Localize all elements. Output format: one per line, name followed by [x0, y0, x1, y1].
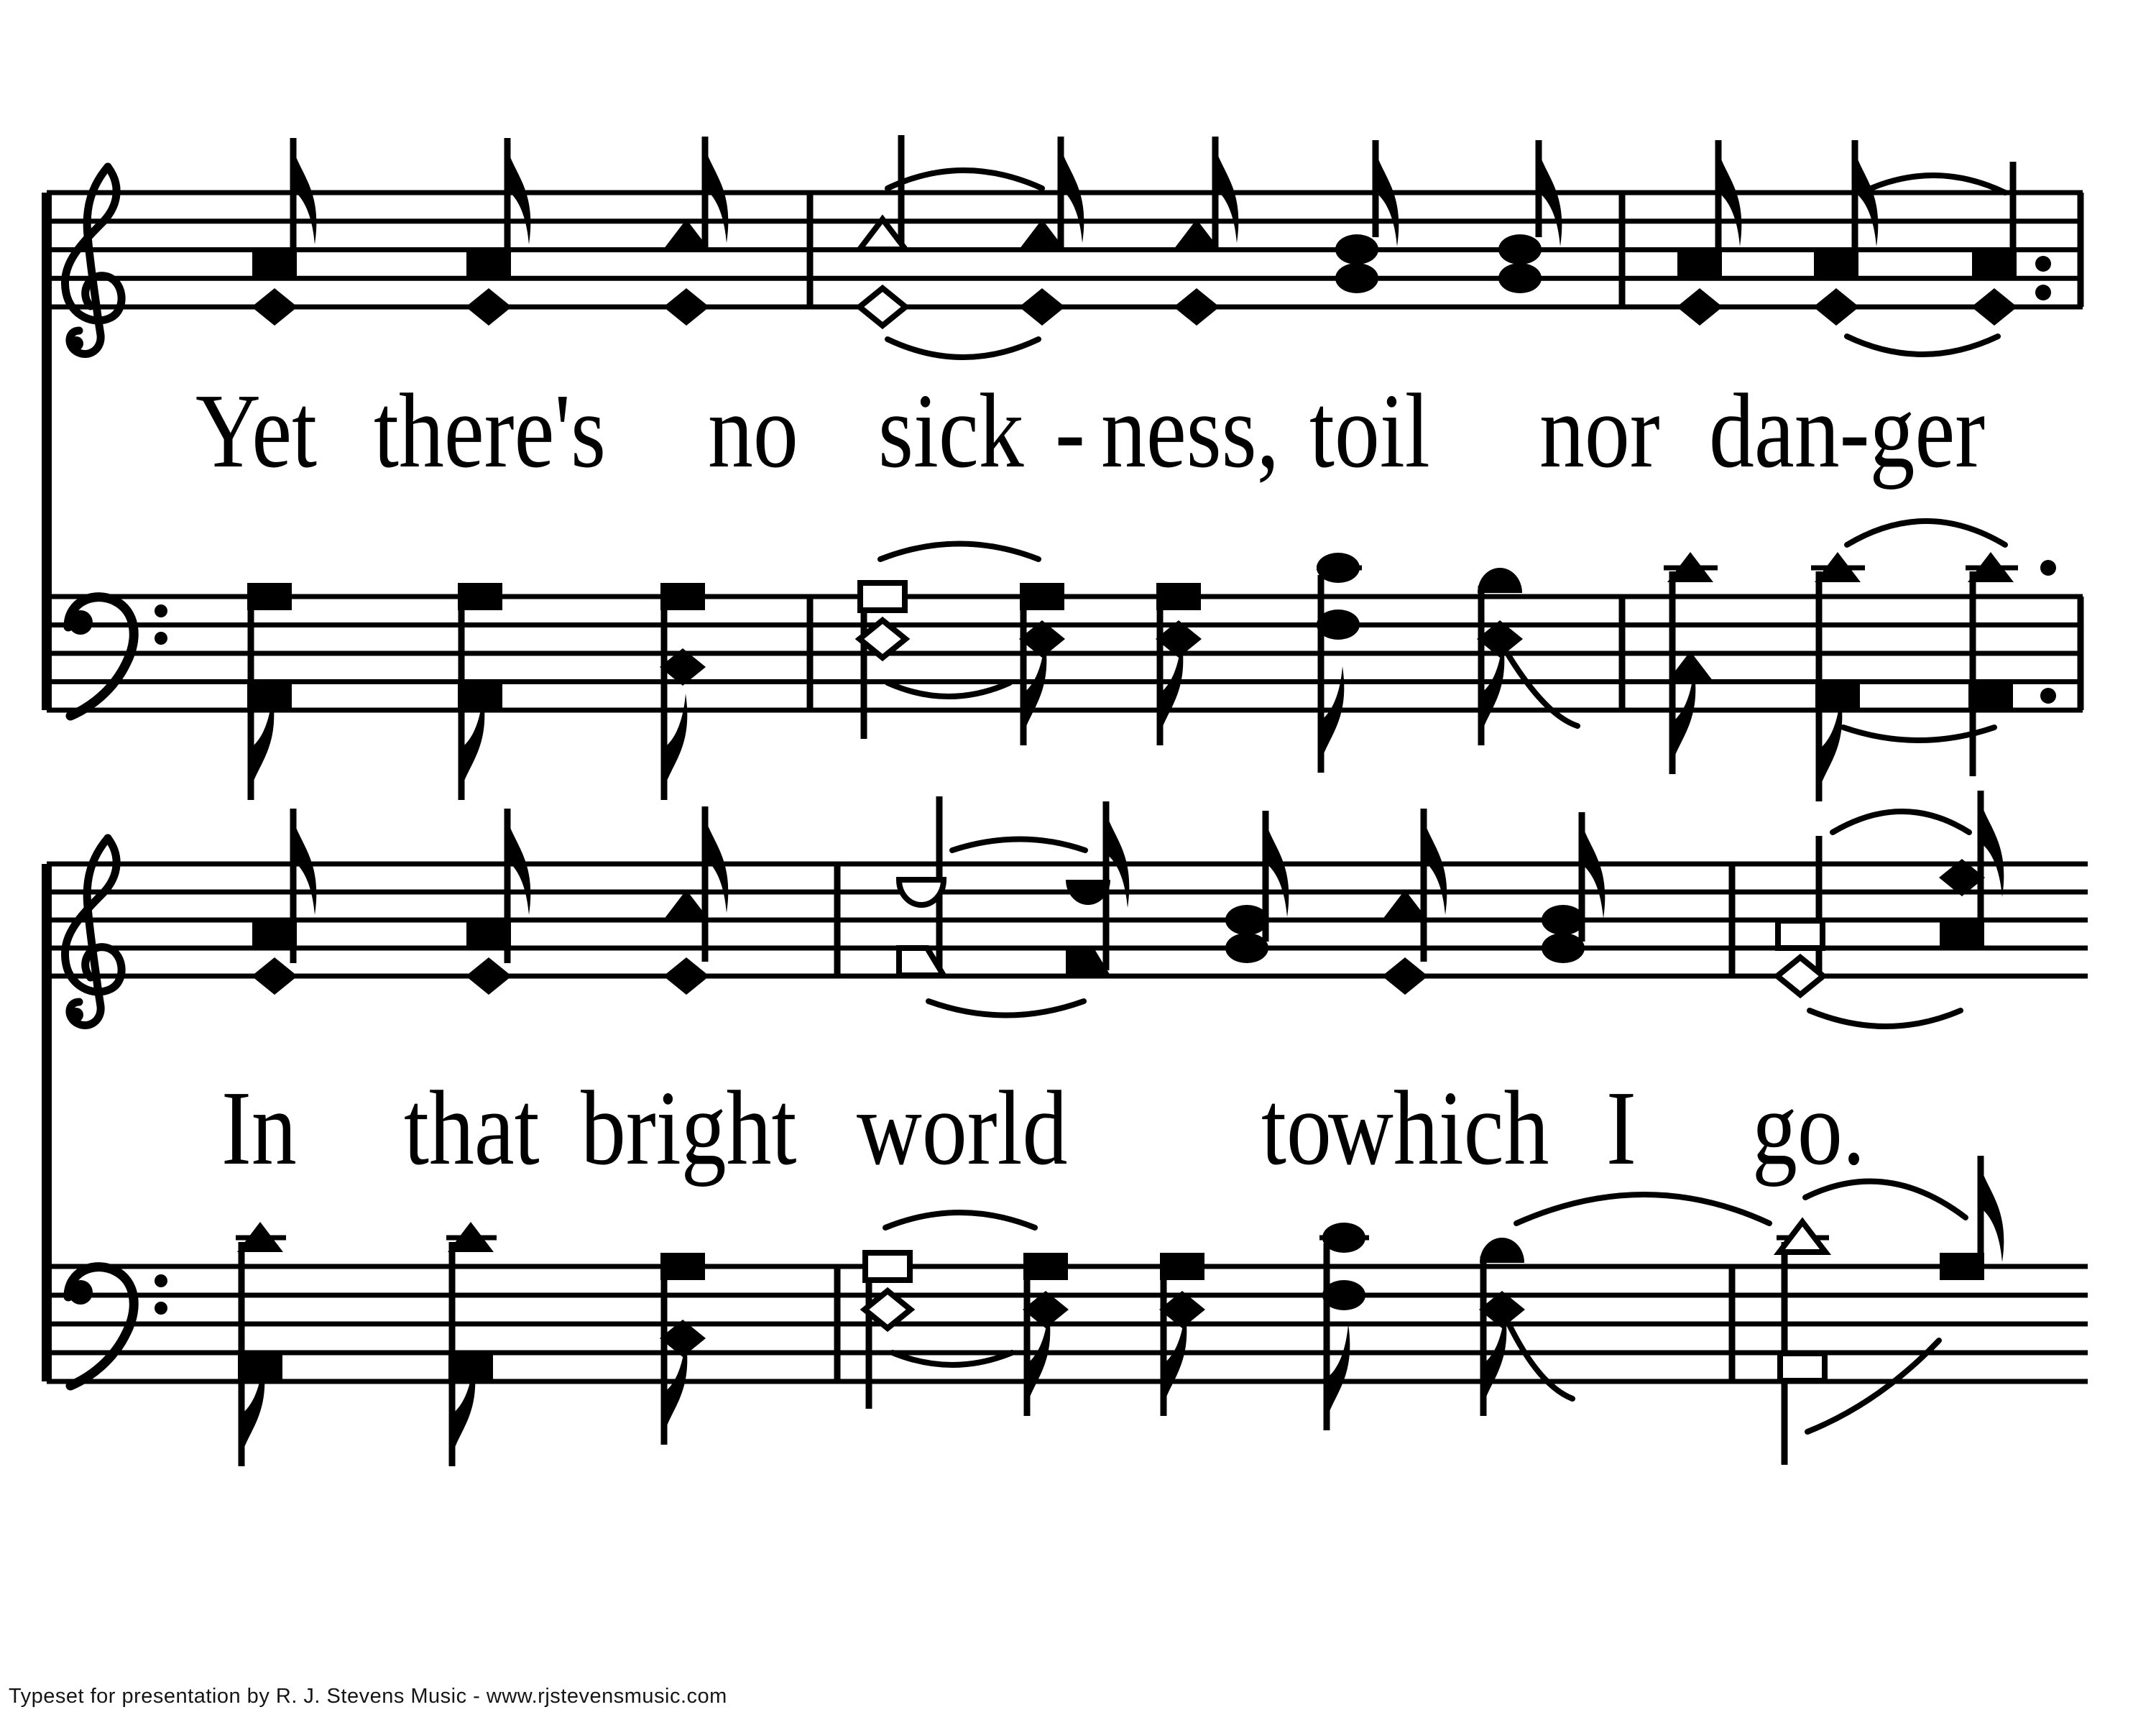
note-event [1019, 137, 1084, 326]
lyric-word: toil [1309, 372, 1430, 490]
note-event [1777, 836, 1823, 995]
note-event [1542, 812, 1605, 963]
note-event [899, 796, 944, 975]
lyric-word: that [404, 1070, 540, 1187]
note-event [446, 1222, 497, 1466]
lyric-word: world [857, 1070, 1068, 1187]
note-event [1335, 140, 1399, 293]
note-event [865, 1253, 911, 1409]
note-event [663, 806, 728, 995]
note-event [1939, 791, 2004, 948]
note-event [1677, 140, 1741, 326]
staff-treble-1 [47, 167, 2083, 354]
note-event [1023, 1253, 1069, 1416]
lyric-word: no [708, 372, 798, 490]
lyric-word: to [1261, 1070, 1332, 1187]
lyric-word: ness, [1101, 372, 1280, 490]
note-event [1156, 583, 1202, 745]
note-event [1019, 583, 1065, 745]
note-event [1225, 811, 1289, 963]
lyric-word: sick [878, 372, 1024, 490]
note-event [466, 809, 530, 995]
note-event [1813, 140, 1878, 326]
note-event [860, 583, 906, 739]
note-event [1811, 552, 1865, 801]
note-event [1382, 809, 1447, 995]
note-event [1966, 552, 2056, 776]
lyric-word: go. [1752, 1070, 1866, 1187]
note-event [252, 809, 316, 995]
lyric-word: I [1606, 1070, 1636, 1187]
note-event [1159, 1253, 1205, 1416]
lyric-word: Yet [195, 372, 318, 490]
lyric-word: there's [374, 372, 607, 490]
lyric-word: In [221, 1070, 297, 1187]
lyric-word: - [1055, 372, 1085, 490]
lyric-word: nor [1539, 372, 1660, 490]
typesetter-credit: Typeset for presentation by R. J. Stevens Music - www.rjstevensmusic.com [9, 1685, 727, 1708]
note-event [860, 135, 906, 326]
note-event [663, 137, 728, 326]
note-event [1317, 553, 1362, 773]
note-event [1174, 137, 1238, 326]
lyric-word: which [1328, 1070, 1549, 1187]
lyric-word: bright [581, 1070, 797, 1187]
note-event [660, 1253, 706, 1445]
lyric-word: dan-ger [1709, 372, 1986, 490]
note-event [458, 583, 502, 800]
note-event [1940, 1156, 2004, 1280]
bass-clef-icon [68, 597, 167, 716]
note-event [247, 583, 292, 800]
note-event [660, 583, 706, 800]
note-event [252, 138, 316, 326]
note-event [1664, 552, 1718, 774]
note-event [1498, 140, 1562, 293]
ties [880, 170, 2005, 1432]
staff-bass-1 [47, 597, 2083, 716]
note-event [466, 138, 530, 326]
note-event [236, 1222, 286, 1466]
